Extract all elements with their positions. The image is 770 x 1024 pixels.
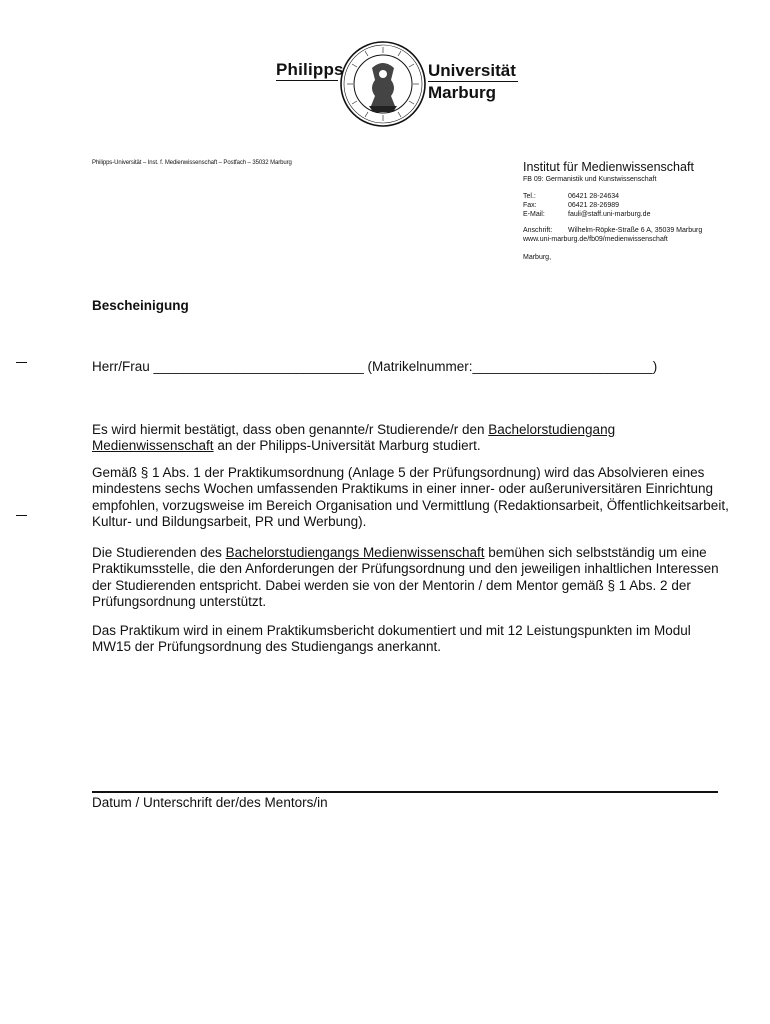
contact-label: Tel.: (523, 193, 536, 200)
institute-department: FB 09: Germanistik und Kunstwissenschaft (523, 176, 657, 183)
program-name-underlined: Bachelorstudiengang Medienwissenschaft (92, 422, 616, 454)
paragraph-text: Die Studierenden des (92, 545, 226, 560)
contact-list (523, 192, 753, 219)
institute-name: Institut für Medienwissenschaft (523, 160, 694, 174)
contact-label: E-Mail: (523, 211, 545, 218)
logo-word-marburg: Marburg (428, 83, 496, 102)
university-seal-icon (339, 40, 427, 128)
sender-address-line: Philipps-Universität – Inst. f. Medienwissenschaft – Postfach – 35032 Marburg (92, 160, 292, 166)
institute-website[interactable]: www.uni-marburg.de/fb09/medienwissenschaft (523, 236, 668, 243)
contact-value: 06421 28-26989 (568, 202, 619, 209)
paragraph-text: bemühen sich selbstständig um eine Praktikumsstelle, die den Anforderungen der Prüfungsordnung und den jeweiligen inhaltlichen Interessen der Studierenden entspricht. Dabei werden sie von der Mentorin / dem Mentor gemäß § 1 Abs. 2 der Prüfungsordnung unterstützt. (92, 545, 719, 609)
paragraph-text: Es wird hiermit bestätigt, dass oben genannte/r Studierende/r den (92, 422, 489, 437)
document-heading: Bescheinigung (92, 298, 189, 313)
contact-row-email (523, 210, 753, 219)
contact-label: Fax: (523, 202, 537, 209)
place-date-line: Marburg, (523, 254, 552, 261)
signature-label: Datum / Unterschrift der/des Mentors/in (92, 795, 328, 810)
fold-mark-top (16, 362, 27, 363)
student-name-field-line: Herr/Frau ____________________________ (Matrikelnummer:________________________) (92, 359, 658, 374)
address-value: Wilhelm-Röpke-Straße 6 A, 35039 Marburg (568, 227, 703, 234)
signature-line (92, 791, 718, 793)
postal-address (523, 226, 753, 244)
address-label: Anschrift: (523, 227, 553, 234)
contact-row-phone (523, 192, 753, 201)
fold-mark-middle (16, 515, 27, 516)
logo-word-philipps: Philipps (276, 60, 344, 79)
logo-word-universitaet: Universität (428, 61, 518, 82)
contact-email[interactable]: fauli@staff.uni-marburg.de (568, 211, 651, 218)
program-name-underlined: Bachelorstudiengangs Medienwissenschaft (225, 545, 485, 560)
paragraph-student-duties (92, 545, 732, 610)
paragraph-internship-rules: Gemäß § 1 Abs. 1 der Praktikumsordnung (Anlage 5 der Prüfungsordnung) wird das Absolvieren eines mindestens sechs Wochen umfassenden Praktikums in einer inner- oder außeruniversitären Einrichtung empfohlen, vorzugsweise im Bereich Organisation und Vermittlung (Redaktionsarbeit, Öffentlichkeitsarbeit, Kultur- und Bildungsarbeit, PR und Werbung). (92, 465, 729, 529)
institute-block (523, 159, 753, 262)
contact-row-fax (523, 201, 753, 210)
paragraph-confirmation (92, 422, 732, 455)
paragraph-text: an der Philipps-Universität Marburg studiert. (213, 438, 481, 454)
contact-value: 06421 28-24634 (568, 193, 619, 200)
logo-university-name (428, 61, 518, 102)
paragraph-credit-points: Das Praktikum wird in einem Praktikumsbericht dokumentiert und mit 12 Leistungspunkten im Modul MW15 der Prüfungsordnung des Studiengangs anerkannt. (92, 623, 691, 655)
